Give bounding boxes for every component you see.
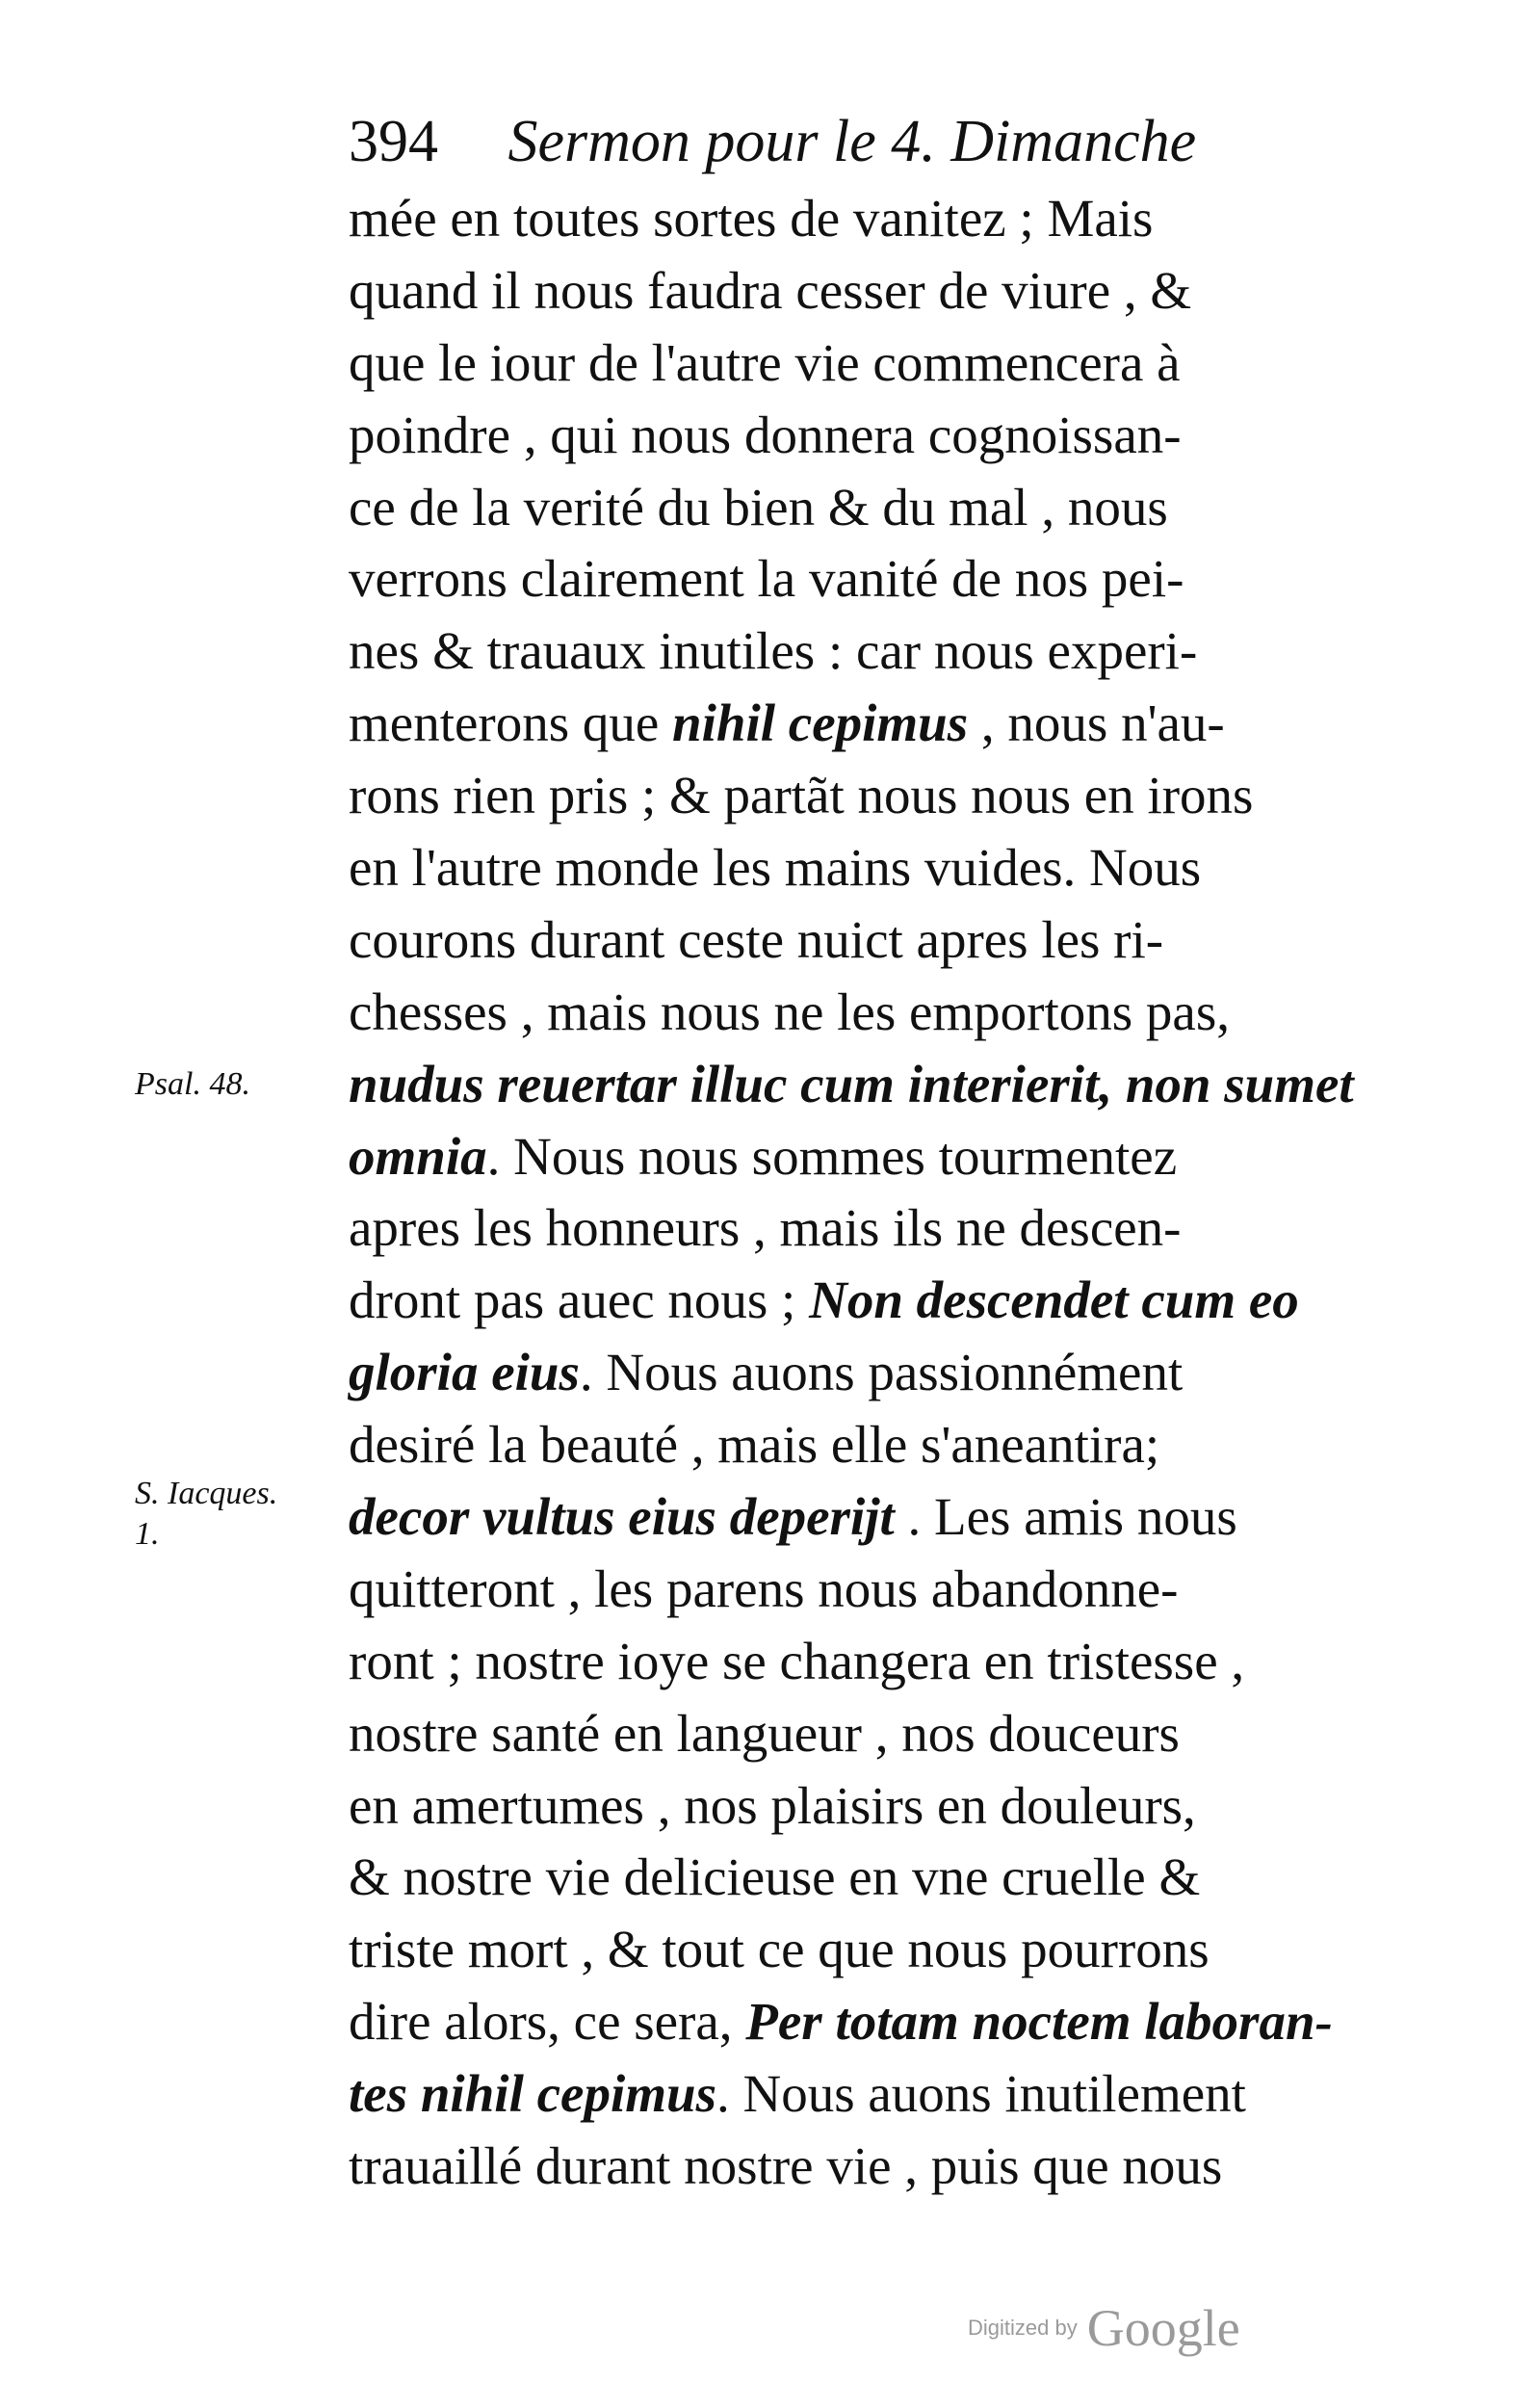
text-line xyxy=(349,1842,1398,1914)
digitized-watermark xyxy=(968,2298,1295,2356)
margin-note-psalm-text: Psal. 48. xyxy=(135,1066,250,1102)
text-segment: ront ; nostre ioye se changera en tristesse , xyxy=(349,1631,1245,1690)
text-segment: & nostre vie delicieuse en vne cruelle & xyxy=(349,1847,1201,1907)
text-segment: . Nous auons passionnément xyxy=(579,1343,1184,1402)
margin-note-psalm xyxy=(135,1064,327,1105)
text-line xyxy=(349,400,1398,472)
text-line xyxy=(349,1121,1398,1193)
text-segment: chesses , mais nous ne les emportons pas, xyxy=(349,982,1230,1041)
margin-note-jacques-name: S. Iacques. xyxy=(135,1476,278,1511)
text-line xyxy=(349,472,1398,544)
text-line xyxy=(349,1986,1398,2058)
page-header xyxy=(349,98,1312,185)
latin-quote: gloria eius xyxy=(349,1343,580,1402)
text-line xyxy=(349,1554,1398,1626)
text-line xyxy=(349,2131,1398,2203)
text-segment: quand il nous faudra cesser de viure , & xyxy=(349,260,1192,320)
text-line xyxy=(349,1337,1398,1409)
margin-note-jacques-chapter: 1. xyxy=(135,1516,160,1552)
text-segment: en amertumes , nos plaisirs en douleurs, xyxy=(349,1775,1196,1835)
google-logo-text: Google xyxy=(1086,2299,1240,2357)
text-line xyxy=(349,183,1398,255)
latin-quote: tes nihil cepimus xyxy=(349,2064,716,2124)
text-line xyxy=(349,1698,1398,1770)
text-segment: courons durant ceste nuict apres les ri- xyxy=(349,909,1164,969)
text-line xyxy=(349,1265,1398,1337)
text-segment: triste mort , & tout ce que nous pourrons xyxy=(349,1920,1210,1979)
text-segment: nostre santé en langueur , nos douceurs xyxy=(349,1703,1180,1763)
text-line xyxy=(349,688,1398,760)
text-segment: . Les amis nous xyxy=(894,1487,1237,1547)
latin-quote: Per totam noctem laboran- xyxy=(745,1992,1333,2052)
text-line xyxy=(349,977,1398,1049)
text-segment: verrons clairement la vanité de nos pei- xyxy=(349,549,1184,609)
text-line xyxy=(349,904,1398,977)
text-segment: en l'autre monde les mains vuides. Nous xyxy=(349,838,1202,898)
text-segment: dire alors, ce sera, xyxy=(349,1992,746,2052)
digitized-by-text: Digitized by xyxy=(968,2316,1078,2340)
text-segment: quitteront , les parens nous abandonne- xyxy=(349,1558,1179,1618)
text-segment: . Nous nous sommes tourmentez xyxy=(486,1126,1178,1186)
latin-quote: Non descendet cum eo xyxy=(809,1270,1299,1330)
text-line xyxy=(349,327,1398,400)
text-line xyxy=(349,2058,1398,2131)
latin-quote: decor vultus eius deperijt xyxy=(349,1487,895,1547)
text-line xyxy=(349,1409,1398,1481)
margin-note-jacques xyxy=(135,1474,327,1555)
latin-quote: nudus reuertar illuc cum interierit, non sumet xyxy=(349,1054,1354,1113)
text-segment: apres les honneurs , mais ils ne descen- xyxy=(349,1198,1182,1258)
text-line xyxy=(349,832,1398,904)
text-segment: que le iour de l'autre vie commencera à xyxy=(349,332,1181,392)
text-segment: nes & trauaux inutiles : car nous experi- xyxy=(349,621,1198,681)
text-segment: dront pas auec nous ; xyxy=(349,1270,810,1330)
text-segment: menterons que xyxy=(349,694,673,753)
text-line xyxy=(349,1192,1398,1265)
text-line xyxy=(349,1770,1398,1843)
text-segment: poindre , qui nous donnera cognoissan- xyxy=(349,405,1182,464)
text-segment: . Nous auons inutilement xyxy=(716,2064,1246,2124)
text-line xyxy=(349,1481,1398,1554)
text-segment: rons rien pris ; & partãt nous nous en irons xyxy=(349,766,1254,825)
text-line xyxy=(349,543,1398,615)
running-title: Sermon pour le 4. Dimanche xyxy=(507,109,1197,174)
body-text xyxy=(349,183,1398,2203)
text-line xyxy=(349,615,1398,688)
page-number: 394 xyxy=(349,109,438,174)
text-segment: trauaillé durant nostre vie , puis que nous xyxy=(349,2136,1223,2196)
text-line xyxy=(349,1626,1398,1698)
latin-quote: nihil cepimus xyxy=(672,694,969,753)
text-line xyxy=(349,255,1398,327)
text-segment: mée en toutes sortes de vanitez ; Mais xyxy=(349,189,1154,248)
text-segment: ce de la verité du bien & du mal , nous xyxy=(349,477,1168,537)
text-line xyxy=(349,1049,1398,1121)
latin-quote: omnia xyxy=(349,1126,487,1186)
text-segment: desiré la beauté , mais elle s'aneantira; xyxy=(349,1415,1160,1475)
text-line xyxy=(349,1914,1398,1986)
text-segment: , nous n'au- xyxy=(968,694,1225,753)
text-line xyxy=(349,760,1398,832)
